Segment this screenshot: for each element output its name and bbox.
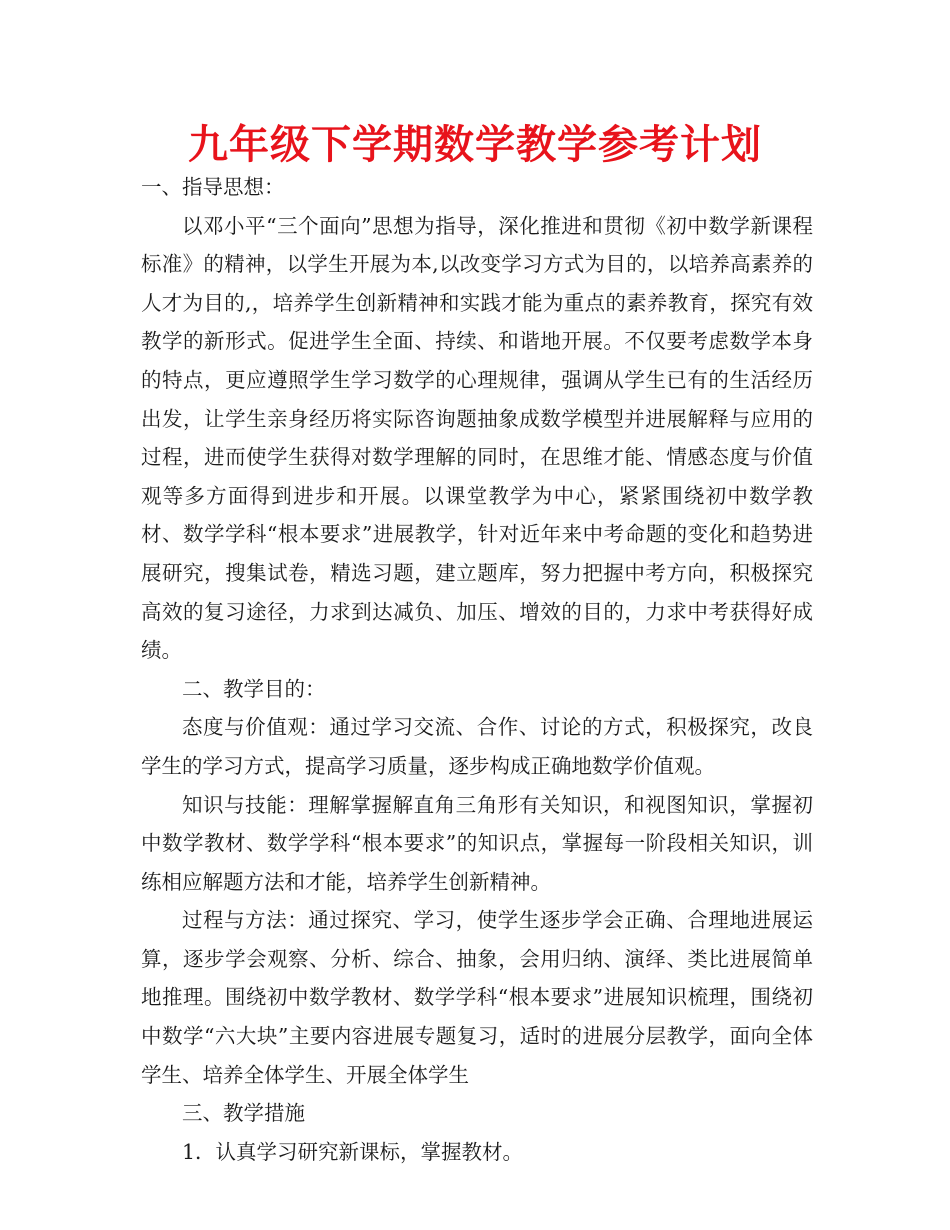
paragraph-guiding-ideology: 以邓小平“三个面向”思想为指导，深化推进和贯彻《初中数学新课程标准》的精神，以学生开展为本,以改变学习方式为目的，以培养高素养的人才为目的,，培养学生创新精神和实践才能为重点的素养教育，探究有效教学的新形式。促进学生全面、持续、和谐地开展。不仅要考虑数学本身的特点，更应遵照学生学习数学的心理规律，强调从学生已有的生活经历出发，让学生亲身经历将实际咨询题抽象成数学模型并进展解释与应用的过程，进而使学生获得对数学理解的同时，在思维才能、情感态度与价值观等多方面得到进步和开展。以课堂教学为中心，紧紧围绕初中数学教材、数学学科“根本要求”进展教学，针对近年来中考命题的变化和趋势进展研究，搜集试卷，精选习题，建立题库，努力把握中考方向，积极探究高效的复习途径，力求到达减负、加压、增效的目的，力求中考获得好成绩。 (141, 213, 813, 663)
section-heading-teaching-measures: 三、教学措施 (182, 1101, 305, 1126)
section-heading-guiding-ideology: 一、指导思想： (141, 175, 285, 199)
paragraph-process-methods: 过程与方法：通过探究、学习，使学生逐步学会正确、合理地进展运算，逐步学会观察、分析、综合、抽象，会用归纳、演绎、类比进展简单地推理。围绕初中数学教材、数学学科“根本要求”进展知识梳理，围绕初中数学“六大块”主要内容进展专题复习，适时的进展分层教学，面向全体学生、培养全体学生、开展全体学生 (141, 908, 813, 1087)
paragraph-knowledge-skills: 知识与技能：理解掌握解直角三角形有关知识，和视图知识，掌握初中数学教材、数学学科“根本要求”的知识点，掌握每一阶段相关知识，训练相应解题方法和才能，培养学生创新精神。 (141, 792, 813, 894)
section-heading-teaching-goals: 二、教学目的： (182, 676, 326, 701)
list-item-measure-1: 1．认真学习研究新课标，掌握教材。 (182, 1139, 524, 1164)
document-title: 九年级下学期数学教学参考计划 (188, 122, 762, 168)
paragraph-attitude-values: 态度与价值观：通过学习交流、合作、讨论的方式，积极探究，改良学生的学习方式，提高学习质量，逐步构成正确地数学价值观。 (141, 715, 813, 778)
document-body (141, 168, 813, 1171)
